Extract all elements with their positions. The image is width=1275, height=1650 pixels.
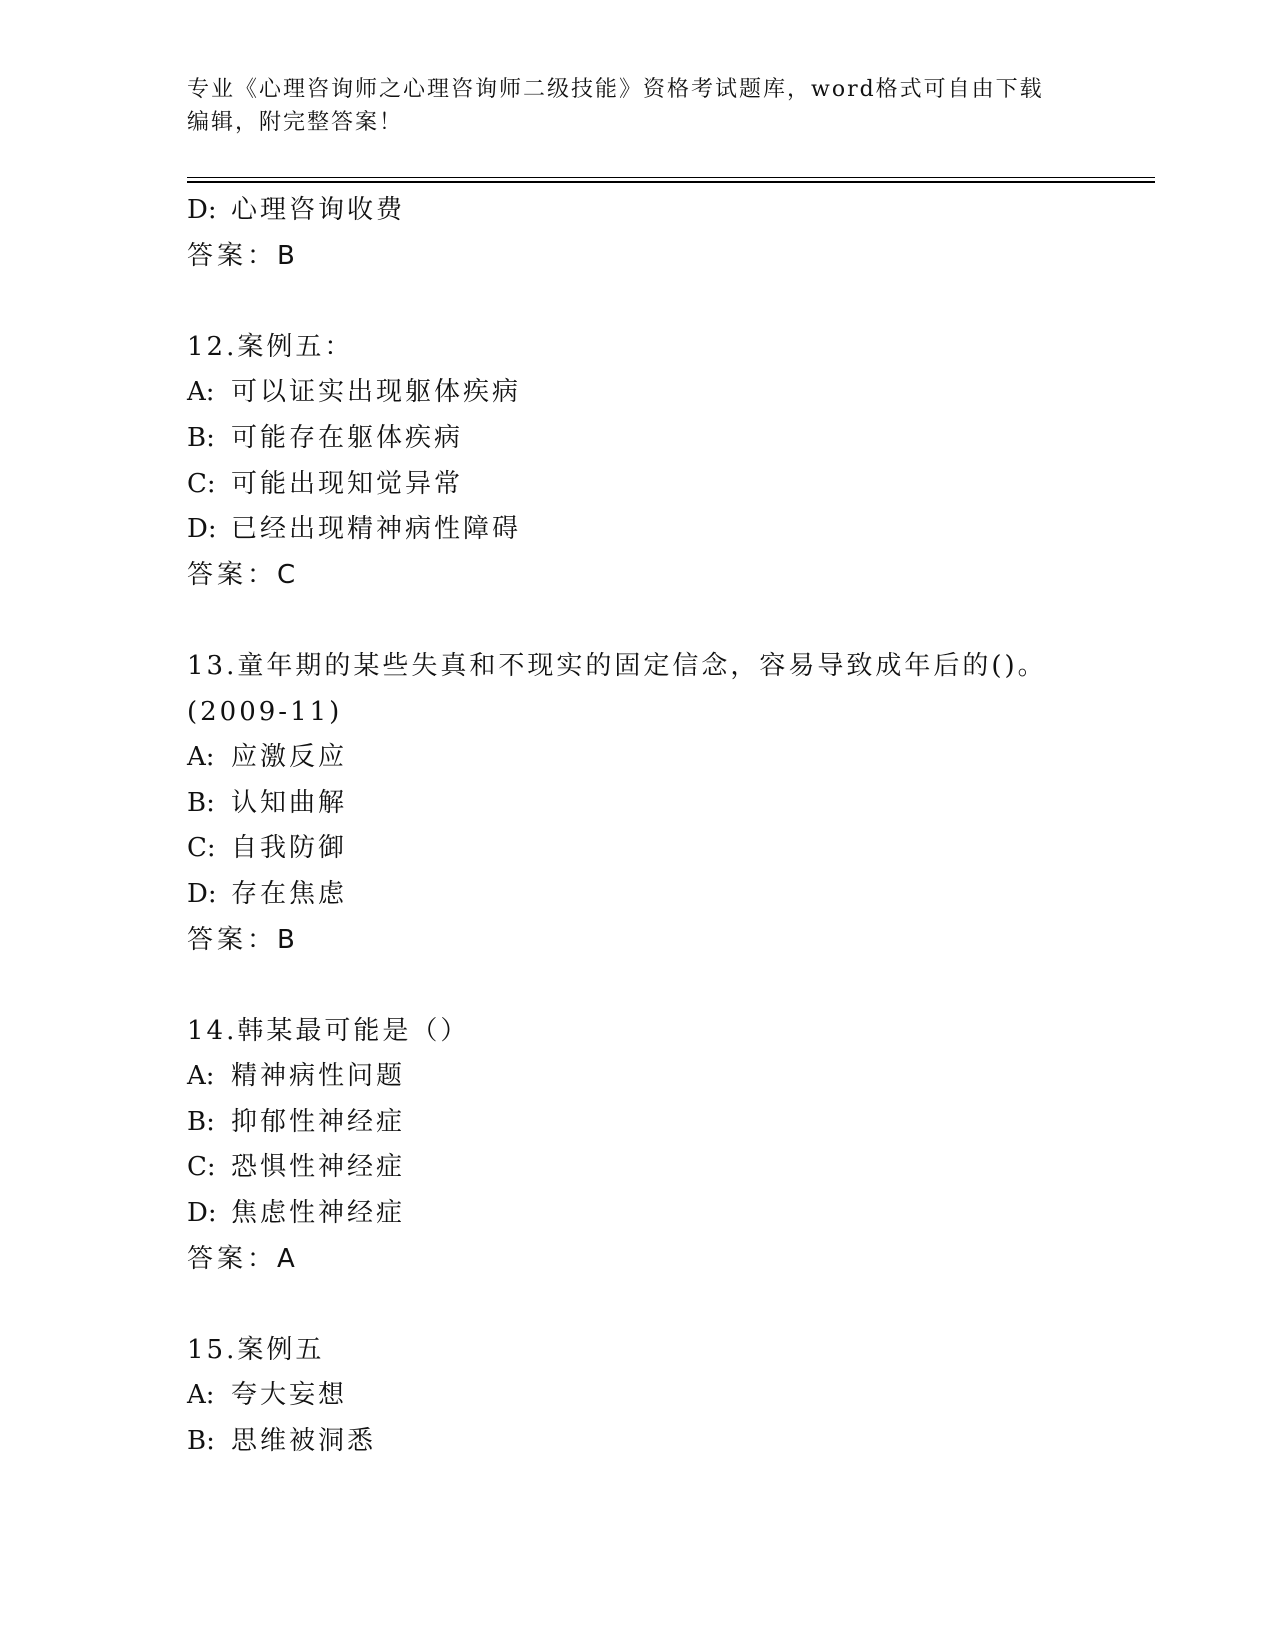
option-text: 精神病性问题 (231, 1061, 406, 1092)
option-key: A: (187, 1380, 215, 1411)
option-key: D: (187, 878, 217, 909)
option-row (187, 826, 1147, 872)
option-text: 心理咨询收费 (231, 195, 406, 225)
option-key: A: (187, 1061, 215, 1092)
header-line-2: 编辑，附完整答案！ (187, 110, 404, 135)
option-key: A: (187, 377, 215, 408)
option-text: 恐惧性神经症 (231, 1152, 406, 1183)
header-divider-thin (187, 177, 1155, 178)
option-text: 可以证实出现躯体疾病 (231, 377, 522, 408)
answer-line: 答案：B (187, 240, 299, 271)
option-row (187, 416, 1147, 462)
option-row (187, 462, 1147, 508)
option-key: B: (187, 1426, 215, 1457)
option-text: 抑郁性神经症 (231, 1106, 406, 1137)
option-key: C: (187, 1152, 216, 1183)
spacer (187, 963, 1147, 1009)
option-row (187, 872, 1147, 918)
answer-line: 答案：C (187, 559, 300, 590)
question-list (187, 188, 1147, 1465)
option-text: 自我防御 (231, 833, 348, 864)
option-row (187, 1191, 1147, 1237)
question-stem: 12.案例五： (187, 331, 354, 362)
option-row (187, 1373, 1147, 1419)
option-text: 存在焦虑 (231, 878, 348, 909)
spacer (187, 279, 1147, 325)
option-row (187, 735, 1147, 781)
header-line-1: 专业《心理咨询师之心理咨询师二级技能》资格考试题库，word格式可自由下载 (187, 77, 1044, 102)
spacer (187, 1282, 1147, 1328)
document-header (187, 73, 1087, 139)
option-text: 焦虑性神经症 (231, 1198, 406, 1229)
option-key: C: (187, 468, 216, 499)
option-row (187, 1054, 1147, 1100)
option-key: A: (187, 742, 215, 773)
option-text: 已经出现精神病性障碍 (231, 514, 522, 545)
spacer (187, 598, 1147, 644)
option-key: B: (187, 787, 215, 818)
option-row (187, 1145, 1147, 1191)
option-key: B: (187, 422, 215, 453)
option-text: 思维被洞悉 (231, 1426, 377, 1457)
question-stem-continued: (2009-11) (187, 696, 343, 727)
option-key: D: (187, 195, 217, 225)
option-key: B: (187, 1106, 215, 1137)
option-key: C: (187, 833, 216, 864)
question-stem: 13.童年期的某些失真和不现实的固定信念，容易导致成年后的()。 (187, 650, 1047, 681)
option-row (187, 1100, 1147, 1146)
option-text: 可能出现知觉异常 (231, 468, 464, 499)
option-key: D: (187, 1198, 217, 1229)
option-text: 可能存在躯体疾病 (231, 422, 464, 453)
option-text: 应激反应 (231, 742, 348, 773)
option-row (187, 1419, 1147, 1465)
question-stem: 14.韩某最可能是（） (187, 1015, 470, 1046)
option-row (187, 507, 1147, 553)
option-key: D: (187, 514, 217, 545)
option-row (187, 781, 1147, 827)
option-text: 夸大妄想 (231, 1380, 348, 1411)
question-stem: 15.案例五 (187, 1334, 325, 1365)
option-row (187, 370, 1147, 416)
header-divider-thick (187, 181, 1155, 183)
option-text: 认知曲解 (231, 787, 348, 818)
answer-line: 答案：A (187, 1243, 299, 1274)
option-row (187, 188, 1147, 234)
answer-line: 答案：B (187, 924, 299, 955)
